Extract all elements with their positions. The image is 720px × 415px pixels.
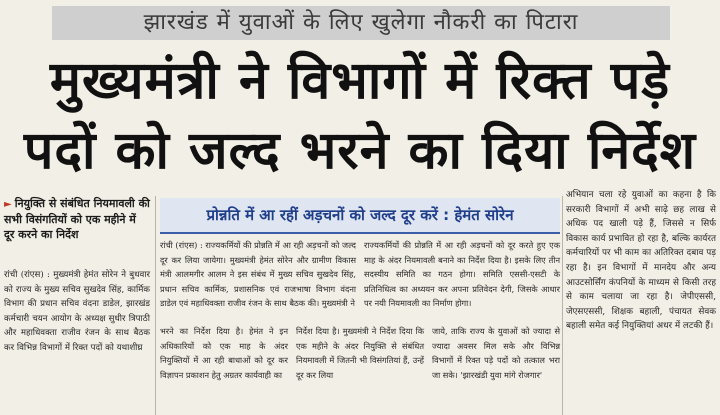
right-column <box>566 188 716 415</box>
headline-line-1: मुख्यमंत्री ने विभागों में रिक्त पड़े <box>49 51 671 111</box>
story-continuation-3: जाये, ताकि राज्य के युवाओं को ज्यादा से ज्यादा अवसर मिल सके और विभिन्न विभागों में रिक्त पड़े पदों को तत्काल भरा जा सके। 'झारखंडी युवा मांगे रोजगार' <box>432 326 560 380</box>
middle-section <box>160 198 560 415</box>
highlight-bullet <box>4 196 150 264</box>
sub-headline: प्रोन्नति में आ रहीं अड़चनों को जल्द दूर करें : हेमंत सोरेन <box>160 198 560 234</box>
headline-line-2: पदों को जल्द भरने का दिया निर्देश <box>23 121 697 181</box>
story-continuation-2: निर्देश दिया है। मुख्यमंत्री ने निर्देश दिया कि एक महीने के अंदर नियुक्ति से संबंधित नियमावली में जितनी भी विसंगतियां हैं, उन्हें दूर कर लिया <box>296 326 424 380</box>
sub-story-text-right: राज्यकर्मियों की प्रोन्नति में आ रही अड़चनों को दूर करते हुए एक माह के अंदर नियमावली बनाने का निर्देश दिया है। इसके लिए तीन सदस्यीय समिति का गठन होगा। समिति एससी-एसटी के प्रतिनिधित्व का अध्ययन कर अपना प्रतिवेदन देगी, जिसके आधार पर नयी नियमावली का निर्माण होगा। <box>364 240 560 308</box>
column-divider <box>155 196 156 415</box>
bullet-text: नियुक्ति से संबंधित नियमावली की सभी विसंगतियों को एक महीने में दूर करने का निर्देश <box>4 197 150 241</box>
left-body-text: रांची (रांएस) : मुख्यमंत्री हेमंत सोरेन ने बुधवार को राज्य के मुख्य सचिव सुखदेव सिंह, कार्मिक विभाग की प्रधान सचिव वंदना डाडेल, झारखंड कर्मचारी चयन आयोग के अध्यक्ष सुधीर त्रिपाठी और महाधिवक्ता राजीव रंजन के साथ बैठक कर विभिन्न विभागों में रिक्त पदों को यथाशीघ्र <box>4 270 150 353</box>
story-continuation-1: भरने का निर्देश दिया है। हेमंत ने इन अधिकारियों को एक माह के अंदर नियुक्तियों में आ रही बाधाओं को दूर कर विज्ञापन प्रकाशन हेतु अग्रतर कार्यवाही का <box>160 326 288 380</box>
column-divider <box>562 196 563 415</box>
triangle-bullet-icon: ► <box>4 199 12 210</box>
sub-story-text-left: रांची (रांएस) : राज्यकर्मियों की प्रोन्नति में आ रही अड़चनों को जल्द दूर कर लिया जायेगा। मुख्यमंत्री हेमंत सोरेन और ग्रामीण विकास मंत्री आलमगीर आलम ने इस संबंध में मुख्य सचिव सुखदेव सिंह, प्रधान सचिव कार्मिक, प्रशासनिक एवं राजभाषा विभाग वंदना डाडेल एवं महाधिवक्ता राजीव रंजन के साथ बैठक की। मुख्यमंत्री ने <box>160 240 356 308</box>
right-body-text: अभियान चला रहे युवाओं का कहना है कि सरकारी विभागों में अभी साढ़े छह लाख से अधिक पद खाली पड़े हैं, जिससे न सिर्फ विकास कार्य प्रभावित हो रहा है, बल्कि कार्यरत कर्मचारियों पर भी काम का अतिरिक्त दबाव पड़ रहा है। इन विभागों में मानदेय और अन्य आउटसोर्सिंग कंपनियों के माध्यम से किसी तरह से काम चलाया जा रहा है। जेपीएससी, जेएसएससी, शिक्षक बहाली, पंचायत सेवक बहाली समेत कई नियुक्तियां अधर में लटकी हैं। <box>566 190 716 332</box>
left-column <box>0 196 150 415</box>
kicker-strap: झारखंड में युवाओं के लिए खुलेगा नौकरी का पिटारा <box>52 6 670 40</box>
